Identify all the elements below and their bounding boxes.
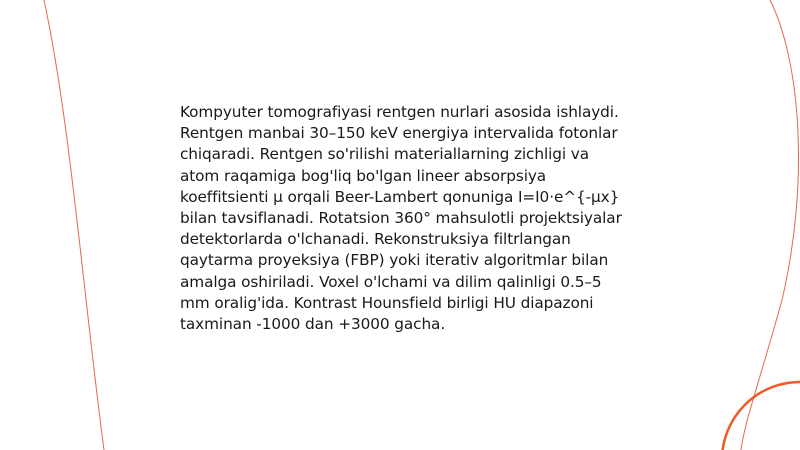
body-paragraph: Kompyuter tomografiyasi rentgen nurlari asosida ishlaydi. Rentgen manbai 30–150 keV energiya intervalida fotonlar chiqaradi. Rentgen so'rilishi materiallarning zichligi va atom raqamiga bog'liq bo'lgan lineer absorpsiya koeffitsienti μ orqali Beer-Lambert qonuniga I=I0·e^{-μx} bilan tavsiflanadi. Rotatsion 360° mahsulotli projektsiyalar detektorlarda o'lchanadi. Rekonstruksiya filtrlangan qaytarma proyeksiya (FBP) yoki iterativ algoritmlar bilan amalga oshiriladi. Voxel o'lchami va dilim qalinligi 0.5–5 mm oralig'ida. Kontrast Hounsfield birligi HU diapazoni taxminan -1000 dan +3000 gacha. [180,103,622,334]
corner-arc [722,382,800,450]
left-curve-line [44,0,104,450]
